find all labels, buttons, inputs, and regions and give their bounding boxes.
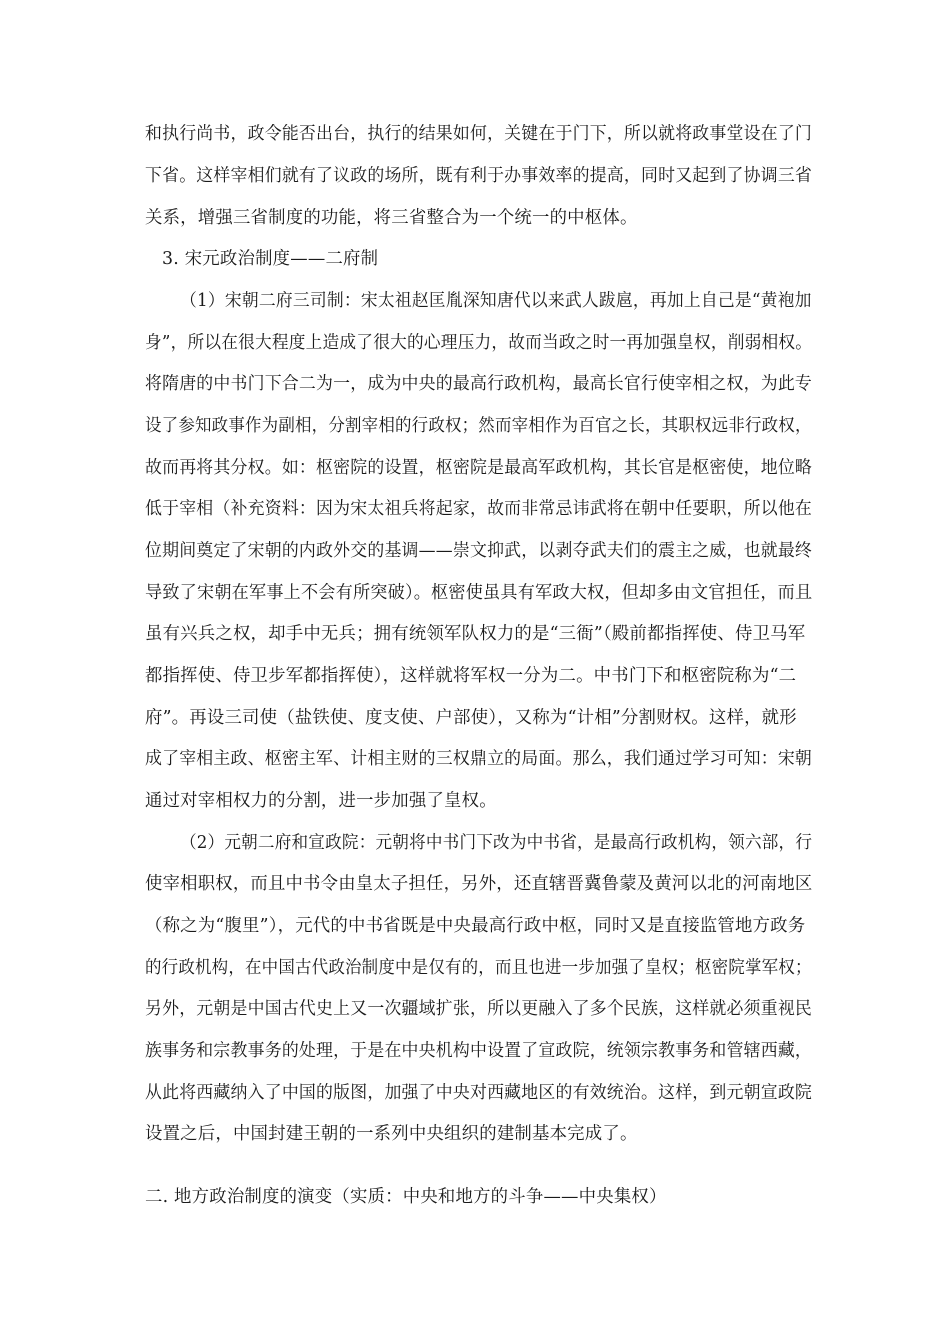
text-line: （称之为“腹里”），元代的中书省既是中央最高行政中枢，同时又是直接监管地方政务	[145, 916, 806, 936]
text-line: 成了宰相主政、枢密主军、计相主财的三权鼎立的局面。那么，我们通过学习可知：宋朝	[145, 749, 813, 769]
section-heading: 3. 宋元政治制度——二府制	[162, 249, 379, 269]
text-line: （1）宋朝二府三司制：宋太祖赵匡胤深知唐代以来武人跋扈，再加上自己是“黄袍加	[180, 291, 812, 311]
text-line: 身”，所以在很大程度上造成了很大的心理压力，故而当政之时一再加强皇权，削弱相权。	[145, 333, 813, 353]
text-line: 另外，元朝是中国古代史上又一次疆域扩张，所以更融入了多个民族，这样就必须重视民	[145, 999, 813, 1019]
text-line: 设了参知政事作为副相，分割宰相的行政权；然而宰相作为百官之长，其职权远非行政权，	[145, 416, 812, 436]
text-line: 的行政机构，在中国古代政治制度中是仅有的，而且也进一步加强了皇权；枢密院掌军权；	[145, 958, 812, 978]
text-line: （2）元朝二府和宣政院：元朝将中书门下改为中书省，是最高行政机构，领六部，行	[180, 833, 813, 853]
text-line: 和执行尚书，政令能否出台，执行的结果如何，关键在于门下，所以就将政事堂设在了门	[145, 124, 813, 144]
text-line: 导致了宋朝在军事上不会有所突破）。枢密使虽具有军政大权，但却多由文官担任，而且	[145, 583, 813, 603]
text-line: 虽有兴兵之权，却手中无兵；拥有统领军队权力的是“三衙”（殿前都指挥使、侍卫马军	[145, 624, 806, 644]
text-line: 族事务和宗教事务的处理，于是在中央机构中设置了宣政院，统领宗教事务和管辖西藏，	[145, 1041, 813, 1061]
text-line: 关系，增强三省制度的功能，将三省整合为一个统一的中枢体。	[145, 208, 638, 228]
text-line: 故而再将其分权。如：枢密院的设置，枢密院是最高军政机构，其长官是枢密使，地位略	[145, 458, 813, 478]
section-heading: 二. 地方政治制度的演变（实质：中央和地方的斗争——中央集权）	[145, 1187, 667, 1207]
text-line: 府”。再设三司使（盐铁使、度支使、户部使），又称为“计相”分割财权。这样，就形	[145, 708, 797, 728]
text-line: 通过对宰相权力的分割，进一步加强了皇权。	[145, 791, 497, 811]
text-line: 低于宰相（补充资料：因为宋太祖兵将起家，故而非常忌讳武将在朝中任要职，所以他在	[145, 499, 813, 519]
text-line: 位期间奠定了宋朝的内政外交的基调——崇文抑武，以剥夺武夫们的震主之威，也就最终	[145, 541, 813, 561]
text-line: 设置之后，中国封建王朝的一系列中央组织的建制基本完成了。	[145, 1124, 638, 1144]
text-line: 将隋唐的中书门下合二为一，成为中央的最高行政机构，最高长官行使宰相之权，为此专	[145, 374, 813, 394]
text-line: 下省。这样宰相们就有了议政的场所，既有利于办事效率的提高，同时又起到了协调三省	[145, 166, 813, 186]
text-line: 都指挥使、侍卫步军都指挥使），这样就将军权一分为二。中书门下和枢密院称为“二	[145, 666, 797, 686]
text-line: 从此将西藏纳入了中国的版图，加强了中央对西藏地区的有效统治。这样，到元朝宣政院	[145, 1083, 813, 1103]
text-line: 使宰相职权，而且中书令由皇太子担任，另外，还直辖晋冀鲁蒙及黄河以北的河南地区	[145, 874, 813, 894]
